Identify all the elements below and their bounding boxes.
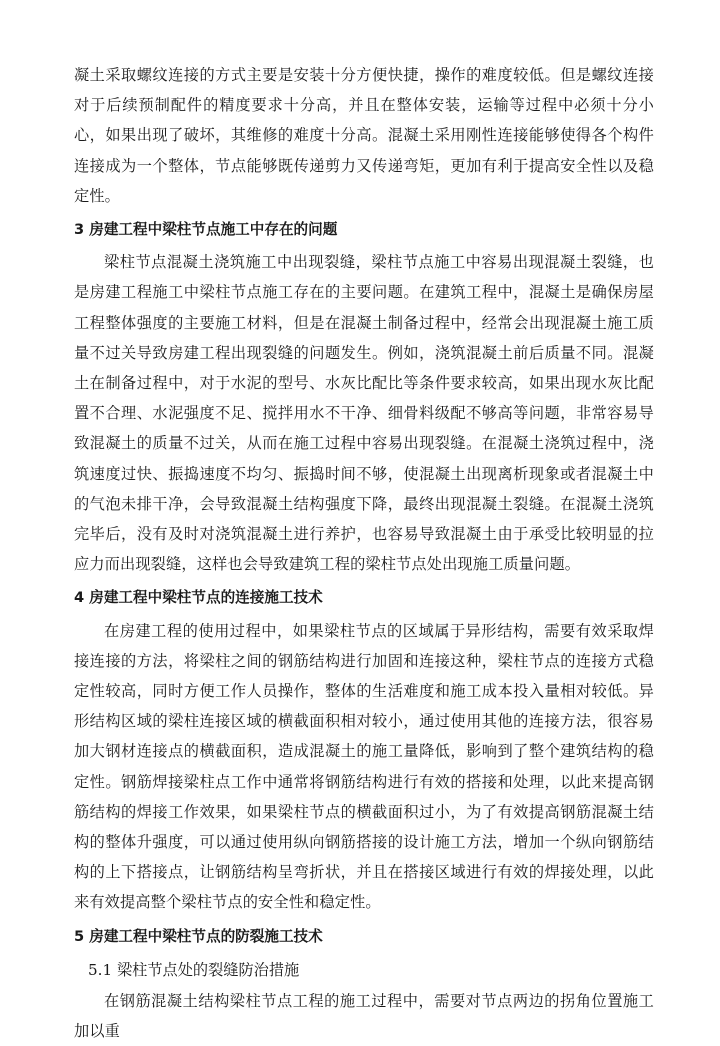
section-3-heading: 3 房建工程中梁柱节点施工中存在的问题 — [74, 221, 338, 239]
section-5-1-subheading: 5.1 梁柱节点处的裂缝防治措施 — [88, 960, 300, 979]
section-4-heading: 4 房建工程中梁柱节点的连接施工技术 — [74, 589, 323, 607]
section-5-heading: 5 房建工程中梁柱节点的防裂施工技术 — [74, 927, 323, 945]
section-4-paragraph: 在房建工程的使用过程中，如果梁柱节点的区域属于异形结构，需要有效采取焊接连接的方法，将梁柱之间的钢筋结构进行加固和连接这种，梁柱节点的连接方式稳定性较高，同时方便工作人员操作，整体的生活难度和施工成本投入量相对较低。异形结构区域的梁柱连接区域的横截面积相对较小，通过使用其他的连接方法，很容易加大钢材连接点的横截面积，造成混凝土的施工量降低，影响到了整个建筑结构的稳定性。钢筋焊接梁柱点工作中通常将钢筋结构进行有效的搭接和处理，以此来提高钢筋结构的焊接工作效果，如果梁柱节点的横截面积过小，为了有效提高钢筋混凝土结构的整体升强度，可以通过使用纵向钢筋搭接的设计施工方法，增加一个纵向钢筋结构的上下搭接点，让钢筋结构呈弯折状，并且在搭接区域进行有效的焊接处理，以此来有效提高整个梁柱节点的安全性和稳定性。 — [74, 621, 654, 912]
document-body — [74, 60, 654, 1046]
intro-paragraph: 凝土采取螺纹连接的方式主要是安装十分方便快捷，操作的难度较低。但是螺纹连接对于后续预制配件的精度要求十分高，并且在整体安装，运输等过程中必须十分小心，如果出现了破坏，其维修的难度十分高。混凝土采用刚性连接能够使得各个构件连接成为一个整体，节点能够既传递剪力又传递弯矩，更加有利于提高安全性以及稳定性。 — [74, 66, 654, 205]
section-3-paragraph: 梁柱节点混凝土浇筑施工中出现裂缝，梁柱节点施工中容易出现混凝土裂缝，也是房建工程施工中梁柱节点施工存在的主要问题。在建筑工程中，混凝土是确保房屋工程整体强度的主要施工材料，但是在混凝土制备过程中，经常会出现混凝土施工质量不过关导致房建工程出现裂缝的问题发生。例如，浇筑混凝土前后质量不同。混凝土在制备过程中，对于水泥的型号、水灰比配比等条件要求较高，如果出现水灰比配置不合理、水泥强度不足、搅拌用水不干净、细骨料级配不够高等问题，非常容易导致混凝土的质量不过关，从而在施工过程中容易出现裂缝。在混凝土浇筑过程中，浇筑速度过快、振捣速度不均匀、振捣时间不够，使混凝土出现离析现象或者混凝土中的气泡未排干净，会导致混凝土结构强度下降，最终出现混凝土裂缝。在混凝土浇筑完毕后，没有及时对浇筑混凝土进行养护，也容易导致混凝土由于承受比较明显的拉应力而出现裂缝，这样也会导致建筑工程的梁柱节点处出现施工质量问题。 — [74, 253, 654, 574]
section-5-paragraph: 在钢筋混凝土结构梁柱节点工程的施工过程中，需要对节点两边的拐角位置施工加以重 — [74, 991, 654, 1041]
